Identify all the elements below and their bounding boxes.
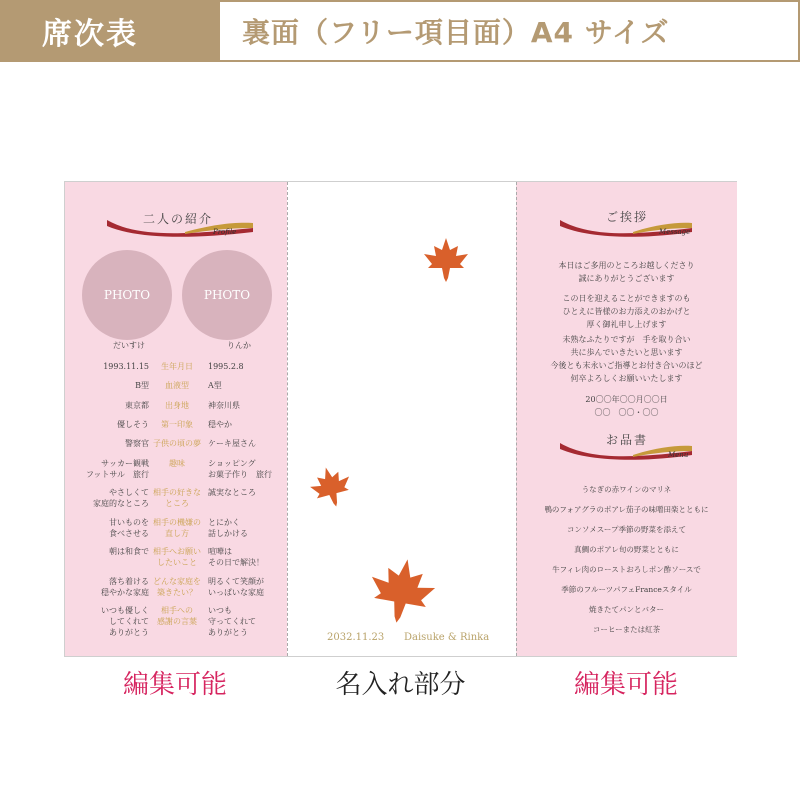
profile-item-label: 相手の機嫌の 直し方	[153, 518, 201, 538]
bride-value: いつも 守ってくれて ありがとう	[208, 606, 256, 637]
profile-item-label: 血液型	[165, 381, 189, 390]
menu-title: お品書	[606, 433, 649, 447]
maple-leaf-icon	[309, 465, 353, 509]
groom-value: 落ち着ける 穏やかな家庭	[101, 577, 149, 597]
greeting-signature: 20〇〇年〇〇月〇〇日 〇〇 〇〇・〇〇	[585, 395, 668, 417]
header-title-box	[218, 0, 800, 62]
bride-value: 神奈川県	[208, 401, 240, 410]
center-name-label: 名入れ部分	[335, 670, 466, 700]
fold-line-left	[287, 182, 288, 656]
profile-item-label: 相手の好きな ところ	[153, 488, 201, 508]
groom-value: サッカー観戦 フットサル 旅行	[85, 459, 149, 479]
bride-name: りんか	[227, 341, 251, 350]
bride-value: 1995.2.8	[208, 362, 244, 371]
menu-item: 牛フィレ肉のローストおろしポン酢ソースで	[552, 565, 701, 574]
groom-value: B型	[135, 381, 149, 390]
menu-item: コンソメスープ季節の野菜を添えて	[566, 525, 687, 534]
profile-item-label: どんな家庭を 築きたい？	[153, 577, 201, 597]
menu-item: 焼きたてパンとバター	[589, 605, 664, 614]
menu-item: 季節のフルーツパフェFranceスタイル	[561, 585, 692, 594]
bride-value: 穏やか	[208, 420, 232, 429]
groom-photo-placeholder: PHOTO	[82, 250, 172, 340]
maple-leaf-icon	[422, 236, 470, 284]
profile-item-label: 出身地	[165, 401, 189, 410]
bride-value: ショッピング お菓子作り 旅行	[208, 459, 272, 479]
groom-value: 警察官	[125, 439, 149, 448]
menu-script: Menu	[668, 451, 689, 459]
menu-item: うなぎの赤ワインのマリネ	[581, 485, 672, 494]
profile-script: Profile	[213, 228, 237, 236]
bride-photo-placeholder: PHOTO	[182, 250, 272, 340]
greeting-title: ご挨拶	[606, 210, 649, 224]
groom-value: やさしくて 家庭的なところ	[93, 488, 149, 508]
wedding-date: 2032.11.23	[327, 632, 385, 643]
profile-item-label: 趣味	[169, 459, 185, 468]
menu-item: 鴨のフォアグラのポアレ茄子の味噌田楽とともに	[544, 505, 709, 514]
bride-value: とにかく 話しかける	[208, 518, 248, 538]
maple-leaf-icon	[367, 556, 437, 626]
groom-value: 優しそう	[117, 420, 149, 429]
couple-names: Daisuke & Rinka	[404, 632, 490, 643]
greeting-paragraph: 本日はご多用のところお越しくださり 誠にありがとうございます	[558, 261, 695, 283]
header-title: 裏面（フリー項目面）A4 サイズ	[220, 2, 798, 60]
groom-value: 東京都	[125, 401, 149, 410]
bride-value: 誠実なところ	[208, 488, 256, 497]
groom-value: 甘いものを 食べさせる	[109, 518, 149, 538]
profile-item-label: 子供の頃の夢	[153, 439, 201, 448]
profile-item-label: 生年月日	[161, 362, 193, 371]
header-tag: 席次表	[0, 0, 218, 62]
groom-value: いつも優しく してくれて ありがとう	[101, 606, 149, 637]
groom-value: 朝は和食で	[109, 547, 149, 556]
profile-item-label: 相手へお願い したいこと	[153, 547, 201, 567]
menu-item: 真鯛のポアレ旬の野菜とともに	[574, 545, 679, 554]
greeting-script: Message	[659, 228, 691, 236]
fold-line-right	[516, 182, 517, 656]
profile-title: 二人の紹介	[143, 212, 214, 226]
groom-value: 1993.11.15	[103, 362, 149, 371]
groom-name: だいすけ	[113, 341, 145, 350]
greeting-menu-panel	[516, 182, 737, 656]
seating-chart-back-preview	[64, 181, 737, 657]
bride-value: 明るくて笑顔が いっぱいな家庭	[208, 577, 264, 597]
profile-item-label: 第一印象	[161, 420, 193, 429]
bride-value: 喧嘩は その日で解決！	[208, 547, 264, 567]
greeting-paragraph: この日を迎えることができますのも ひとえに皆様のお力添えのおかげと 厚く御礼申し上げます	[562, 294, 691, 329]
greeting-paragraph: 未熟なふたりですが 手を取り合い 共に歩んでいきたいと思います 今後とも末永いご指導とお付き合いのほど 何卒よろしくお願いいたします	[550, 335, 703, 383]
left-editable-label: 編集可能	[122, 670, 227, 700]
profile-panel	[65, 182, 287, 656]
name-panel	[287, 182, 516, 656]
bride-value: A型	[208, 381, 222, 390]
menu-item: コーヒーまたは紅茶	[592, 625, 661, 634]
right-editable-label: 編集可能	[573, 670, 678, 700]
profile-item-label: 相手への 感謝の言葉	[157, 606, 197, 626]
bride-value: ケーキ屋さん	[208, 439, 256, 448]
